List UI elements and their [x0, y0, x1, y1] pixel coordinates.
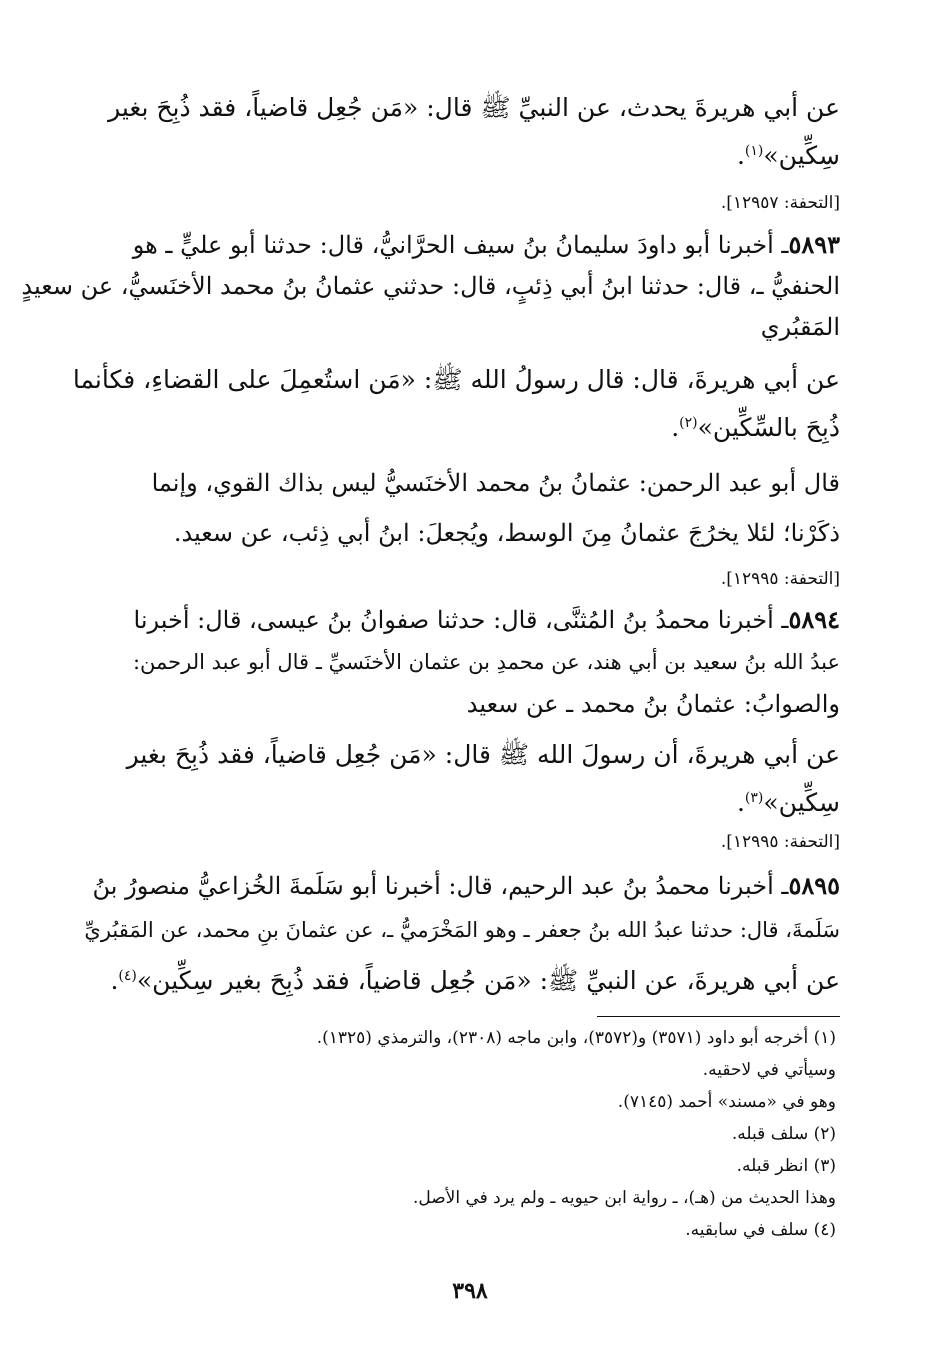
- text-line: ذُبِحَ بالسِّكِّين»$^{(٢)}$.: [671, 413, 840, 442]
- tuhfa-reference: [التحفة: ١٢٩٩٥].: [720, 832, 840, 852]
- footnote-line: (١) أخرجه أبو داود (٣٥٧١) و(٣٥٧٢)، وابن ماجه (٢٣٠٨)، والترمذي (١٣٢٥).: [316, 1028, 836, 1048]
- text-line: والصوابُ: عثمانُ بنُ محمد ـ عن سعيد: [466, 690, 840, 718]
- hadith-heading: ٥٨٩٤ـ أخبرنا محمدُ بنُ المُثنَّى، قال: حدثنا صفوانُ بنُ عيسى، قال: أخبرنا: [133, 605, 840, 634]
- text-line: عن أبي هريرةَ يحدث، عن النبيِّ ﷺ قال: «مَن جُعِل قاضياً، فقد ذُبِحَ بغير: [108, 93, 840, 122]
- text-line: الحنفيُّ ـ، قال: حدثنا ابنُ أبي ذِئبٍ، قال: حدثني عثمانُ بنُ محمد الأخنَسيُّ، عن سعيدٍ: [21, 272, 840, 300]
- footnote-line: (٤) سلف في سابقيه.: [685, 1220, 836, 1240]
- text-line: المَقبُري: [760, 313, 840, 341]
- footnote-line: وهذا الحديث من (هـ)، ـ رواية ابن حيويه ـ ولم يرد في الأصل.: [412, 1188, 836, 1208]
- footnote-line: وهو في «مسند» أحمد (٧١٤٥).: [617, 1092, 836, 1112]
- text-line: سِكِّين»$^{(٣)}$.: [736, 788, 840, 817]
- footnote-marker: (٢): [679, 415, 698, 431]
- hadith-heading: ٥٨٩٣ـ أخبرنا أبو داودَ سليمانُ بنُ سيف الحرَّانيُّ، قال: حدثنا أبو عليٍّ ـ هو: [132, 230, 840, 259]
- text-line: سَلَمةَ، قال: حدثنا عبدُ الله بنُ جعفر ـ وهو المَخْرَميُّ ـ، عن عثمانَ بنِ محمد، عن المَقبُريِّ: [84, 918, 840, 942]
- text-line: عن أبي هريرةَ، أن رسولَ الله ﷺ قال: «مَن جُعِل قاضياً، فقد ذُبِحَ بغير: [126, 740, 840, 769]
- text-line: قال أبو عبد الرحمن: عثمانُ بنُ محمد الأخنَسيُّ ليس بذاك القوي، وإنما: [151, 469, 840, 497]
- footnote-marker: (٣): [744, 790, 764, 806]
- hadith-number: ٥٨٩٤: [788, 605, 840, 634]
- footnote-line: وسيأتي في لاحقيه.: [702, 1060, 836, 1080]
- text-line: عن أبي هريرةَ، عن النبيِّ ﷺ: «مَن جُعِل قاضياً، فقد ذُبِحَ بغير سِكِّين»$^{(٤)}$.: [110, 966, 840, 995]
- footnote-separator: [597, 1016, 840, 1017]
- footnote-marker: (٤): [118, 968, 137, 984]
- hadith-heading: ٥٨٩٥ـ أخبرنا محمدُ بنُ عبد الرحيم، قال: أخبرنا أبو سَلَمةَ الخُزاعيُّ منصورُ بنُ: [92, 871, 840, 900]
- text-line: عبدُ الله بنُ سعيد بن أبي هند، عن محمدِ بن عثمان الأخنَسيِّ ـ قال أبو عبد الرحمن:: [132, 650, 840, 674]
- text-line: سِكِّين»$^{(١)}$.: [736, 141, 840, 170]
- hadith-number: ٥٨٩٥: [788, 871, 840, 900]
- text-line: ذكَرْنا؛ لئلا يخرُجَ عثمانُ مِنَ الوسط، ويُجعلَ: ابنُ أبي ذِئب، عن سعيد.: [173, 519, 840, 547]
- text-line: عن أبي هريرةَ، قال: قال رسولُ الله ﷺ: «مَن استُعمِلَ على القضاءِ، فكأنما: [72, 365, 840, 394]
- tuhfa-reference: [التحفة: ١٢٩٩٥].: [720, 569, 840, 589]
- footnote-line: (٣) انظر قبله.: [736, 1156, 836, 1176]
- page-number: ٣٩٨: [452, 1278, 488, 1304]
- tuhfa-reference: [التحفة: ١٢٩٥٧].: [720, 193, 840, 213]
- footnote-line: (٢) سلف قبله.: [731, 1124, 836, 1144]
- footnote-marker: (١): [744, 143, 764, 159]
- hadith-number: ٥٨٩٣: [788, 230, 840, 259]
